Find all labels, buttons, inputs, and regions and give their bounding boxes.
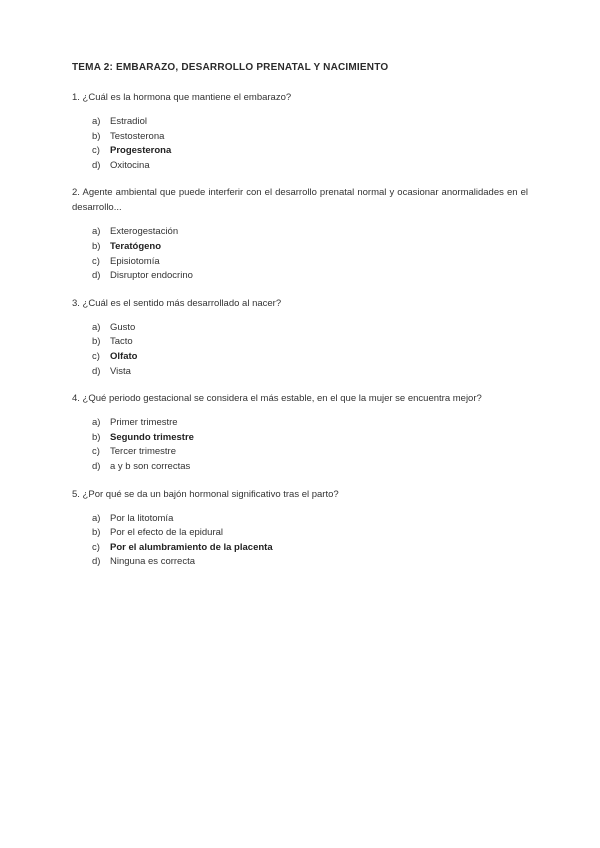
question-block [72,90,528,173]
option-letter: b) [92,431,101,443]
document-title: TEMA 2: EMBARAZO, DESARROLLO PRENATAL Y NACIMIENTO [72,62,389,73]
question-block [72,185,528,283]
option-row [92,144,528,159]
options-list [92,321,528,379]
option-letter: b) [92,130,101,142]
option-letter: d) [92,270,101,282]
option-letter: a) [92,226,101,238]
option-text: Gusto [110,321,136,333]
option-letter: a) [92,116,101,127]
option-text: Tercer trimestre [110,446,176,458]
options-list [92,416,528,474]
option-row [92,321,528,336]
options-list [92,512,528,570]
option-letter: b) [92,336,101,348]
option-row [92,255,528,270]
question-block [72,487,528,570]
option-row [92,431,528,446]
option-row [92,416,528,431]
option-letter: c) [92,255,100,267]
option-letter: d) [92,460,101,472]
option-text: Teratógeno [110,240,162,252]
option-letter: c) [92,541,100,553]
option-row [92,445,528,460]
option-text: Primer trimestre [110,417,178,429]
option-row [92,130,528,145]
option-text: Por el efecto de la epidural [110,527,224,539]
option-text: Segundo trimestre [110,431,194,443]
option-row [92,115,528,130]
option-text: Olfato [110,350,138,362]
option-text: Ninguna es correcta [110,556,196,568]
question-text: 5. ¿Por qué se da un bajón hormonal significativo tras el parto? [72,488,339,500]
option-text: Por el alumbramiento de la placenta [110,541,273,553]
option-letter: b) [92,240,101,252]
option-row [92,526,528,541]
option-text: Tacto [110,336,133,348]
option-text: Oxitocina [110,159,150,171]
option-row [92,512,528,527]
option-text: Episiotomía [110,255,160,267]
option-text: Progesterona [110,145,172,157]
option-row [92,350,528,365]
option-text: Testosterona [110,130,165,142]
option-row [92,460,528,475]
option-row [92,365,528,380]
question-block [72,296,528,379]
option-letter: c) [92,446,100,458]
options-list [92,225,528,283]
option-text: Vista [110,365,131,377]
option-row [92,541,528,556]
questions-container [72,90,528,570]
question-text: 1. ¿Cuál es la hormona que mantiene el embarazo? [72,92,292,103]
option-letter: a) [92,321,101,333]
question-text: 3. ¿Cuál es el sentido más desarrollado al nacer? [72,297,282,309]
option-letter: d) [92,159,101,171]
option-row [92,159,528,174]
option-text: Estradiol [110,116,147,127]
option-row [92,335,528,350]
option-letter: a) [92,512,101,524]
option-letter: c) [92,145,100,157]
option-text: Exterogestación [110,226,179,238]
option-letter: c) [92,350,100,362]
option-row [92,240,528,255]
options-list [92,115,528,173]
option-text: Por la litotomía [110,512,174,524]
option-letter: d) [92,556,101,568]
option-row [92,555,528,570]
option-row [92,225,528,240]
option-text: Disruptor endocrino [110,270,193,282]
option-letter: b) [92,527,101,539]
option-letter: a) [92,417,101,429]
option-text: a y b son correctas [110,460,191,472]
option-row [92,269,528,284]
question-text: 4. ¿Qué periodo gestacional se considera el más estable, en el que la mujer se encuentra mejor? [72,393,482,405]
question-text: 2. Agente ambiental que puede interferir con el desarrollo prenatal normal y ocasionar anormalidades en el desarrollo... [72,187,528,214]
question-block [72,391,528,474]
option-letter: d) [92,365,101,377]
